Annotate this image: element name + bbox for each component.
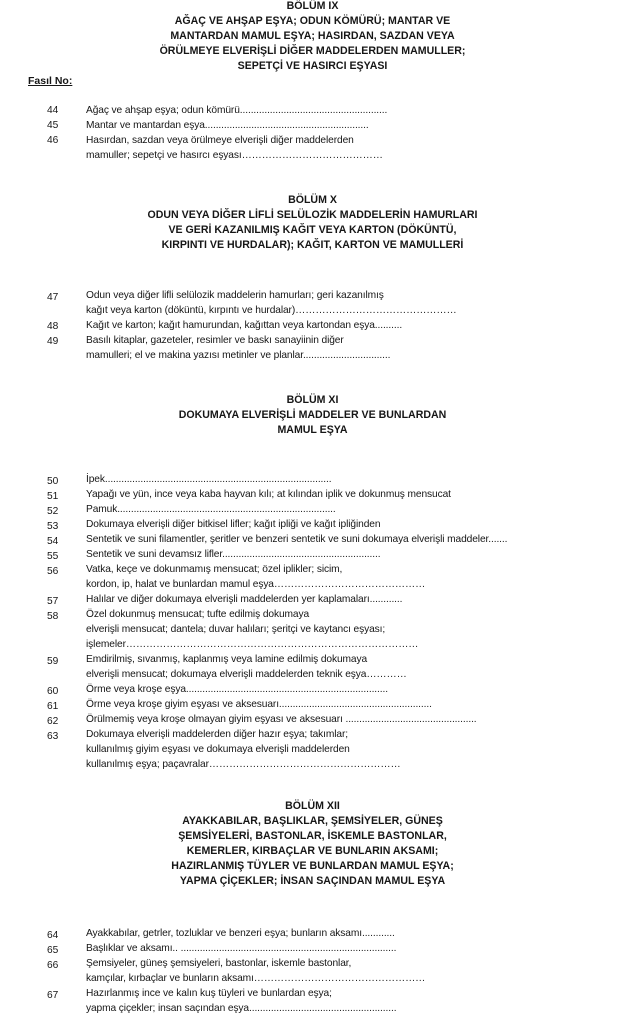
- section-heading-line: AĞAÇ VE AHŞAP EŞYA; ODUN KÖMÜRÜ; MANTAR VE: [174, 15, 451, 27]
- chapter-number: 50: [47, 476, 59, 487]
- section-heading-line: MAMUL EŞYA: [277, 424, 348, 436]
- chapter-title: Özel dokunmuş mensucat; tufte edilmiş dokumaya: [86, 609, 310, 620]
- chapter-title: Sentetik ve suni filamentler, şeritler ve benzeri sentetik ve suni dokumaya elverişli maddeler.......: [86, 534, 508, 545]
- chapter-title-cont: kağıt veya karton (döküntü, kırpıntı ve hurdalar)…………………………………………: [86, 305, 457, 316]
- chapter-number: 48: [47, 321, 59, 332]
- chapter-title-cont: kordon, ip, halat ve bunlardan mamul eşya………………………………………: [86, 579, 426, 590]
- chapter-title: Şemsiyeler, güneş şemsiyeleri, bastonlar, iskemle bastonlar,: [86, 958, 352, 969]
- chapter-title: Dokumaya elverişli maddelerden diğer hazır eşya; takımlar;: [86, 729, 349, 740]
- section-heading-line: HAZIRLANMIŞ TÜYLER VE BUNLARDAN MAMUL EŞYA;: [171, 860, 454, 872]
- chapter-title: Başlıklar ve aksamı.. ...............................................................................: [86, 943, 397, 954]
- chapter-number: 46: [47, 135, 59, 146]
- chapter-title-cont: mamuller; sepetçi ve hasırcı eşyası……………………………………: [86, 150, 383, 161]
- chapter-title: Hazırlanmış ince ve kalın kuş tüyleri ve bunlardan eşya;: [86, 988, 332, 999]
- chapter-number: 51: [47, 491, 59, 502]
- section-heading-line: ÖRÜLMEYE ELVERİŞLİ DİĞER MADDELERDEN MAMULLER;: [159, 45, 466, 57]
- chapter-title: Hasırdan, sazdan veya örülmeye elverişli diğer maddelerden: [86, 135, 354, 146]
- chapter-title: Yapağı ve yün, ince veya kaba hayvan kılı; at kılından iplik ve dokunmuş mensucat: [86, 489, 451, 500]
- chapter-title-cont: işlemeler……………………………………………………………………………: [86, 639, 419, 650]
- section-heading-line: DOKUMAYA ELVERİŞLİ MADDELER VE BUNLARDAN: [178, 409, 447, 421]
- section-title: BÖLÜM X: [288, 194, 337, 206]
- section-heading-line: VE GERİ KAZANILMIŞ KAĞIT VEYA KARTON (DÖKÜNTÜ,: [168, 224, 457, 236]
- section-heading-line: MANTARDAN MAMUL EŞYA; HASIRDAN, SAZDAN VEYA: [170, 30, 455, 42]
- chapter-title-cont: mamulleri; el ve makina yazısı metinler ve planlar................................: [86, 350, 391, 361]
- section-heading-line: ODUN VEYA DİĞER LİFLİ SELÜLOZİK MADDELERİN HAMURLARI: [147, 209, 478, 221]
- chapter-title: Kağıt ve karton; kağıt hamurundan, kağıttan veya kartondan eşya..........: [86, 320, 403, 331]
- section-title: BÖLÜM IX: [286, 0, 339, 12]
- chapter-number: 67: [47, 990, 59, 1001]
- chapter-number: 63: [47, 731, 59, 742]
- chapter-title-cont: kullanılmış giyim eşyası ve dokumaya elverişli maddelerden: [86, 744, 350, 755]
- section-heading-line: ŞEMSİYELERİ, BASTONLAR, İSKEMLE BASTONLAR,: [178, 830, 447, 842]
- section-heading-line: KEMERLER, KIRBAÇLAR VE BUNLARIN AKSAMI;: [186, 845, 439, 857]
- chapter-number: 62: [47, 716, 59, 727]
- chapter-title: İpek...................................................................................: [86, 474, 332, 485]
- fasil-no-label: Fasıl No:: [28, 75, 73, 87]
- chapter-number: 56: [47, 566, 59, 577]
- chapter-title: Dokumaya elverişli diğer bitkisel lifler; kağıt ipliği ve kağıt ipliğinden: [86, 519, 381, 530]
- section-title: BÖLÜM XII: [285, 800, 340, 812]
- chapter-number: 65: [47, 945, 59, 956]
- chapter-title: Odun veya diğer lifli selülozik maddelerin hamurları; geri kazanılmış: [86, 290, 384, 301]
- chapter-title: Sentetik ve suni devamsız lifler..........................................................: [86, 549, 381, 560]
- chapter-number: 59: [47, 656, 59, 667]
- chapter-number: 61: [47, 701, 59, 712]
- chapter-title: Örme veya kroşe giyim eşyası ve aksesuarı........................................................: [86, 699, 432, 710]
- section-heading-line: YAPMA ÇİÇEKLER; İNSAN SAÇINDAN MAMUL EŞYA: [179, 875, 446, 887]
- chapter-number: 45: [47, 120, 59, 131]
- chapter-number: 53: [47, 521, 59, 532]
- chapter-title: Emdirilmiş, sıvanmış, kaplanmış veya lamine edilmiş dokumaya: [86, 654, 368, 665]
- chapter-number: 57: [47, 596, 59, 607]
- chapter-number: 66: [47, 960, 59, 971]
- chapter-number: 60: [47, 686, 59, 697]
- chapter-number: 44: [47, 105, 59, 116]
- chapter-number: 47: [47, 292, 59, 303]
- chapter-title: Pamuk................................................................................: [86, 504, 336, 515]
- chapter-title-cont: kamçılar, kırbaçlar ve bunların aksamı……………………………………………: [86, 973, 426, 984]
- chapter-number: 58: [47, 611, 59, 622]
- chapter-title: Ayakkabılar, getrler, tozluklar ve benzeri eşya; bunların aksamı............: [86, 928, 395, 939]
- chapter-title: Basılı kitaplar, gazeteler, resimler ve baskı sanayiinin diğer: [86, 335, 344, 346]
- chapter-title-cont: kullanılmış eşya; paçavralar…………………………………………………: [86, 759, 401, 770]
- chapter-number: 55: [47, 551, 59, 562]
- chapter-title: Örme veya kroşe eşya..........................................................................: [86, 684, 388, 695]
- chapter-number: 64: [47, 930, 59, 941]
- chapter-number: 49: [47, 336, 59, 347]
- chapter-title-cont: yapma çiçekler; insan saçından eşya......................................................: [86, 1003, 397, 1014]
- chapter-title-cont: elverişli mensucat; dantela; duvar halıları; şeritçi ve kaytancı eşyası;: [86, 624, 386, 635]
- section-title: BÖLÜM XI: [286, 394, 339, 406]
- chapter-number: 52: [47, 506, 59, 517]
- chapter-title: Örülmemiş veya kroşe olmayan giyim eşyası ve aksesuarı ................................................: [86, 714, 477, 725]
- chapter-title: Halılar ve diğer dokumaya elverişli maddelerden yer kaplamaları............: [86, 594, 403, 605]
- section-heading-line: KIRPINTI VE HURDALAR); KAĞIT, KARTON VE MAMULLERİ: [161, 239, 464, 251]
- chapter-number: 54: [47, 536, 59, 547]
- chapter-title: Mantar ve mantardan eşya............................................................: [86, 120, 369, 131]
- section-heading-line: SEPETÇİ VE HASIRCI EŞYASI: [237, 60, 388, 72]
- chapter-title: Vatka, keçe ve dokunmamış mensucat; özel iplikler; sicim,: [86, 564, 343, 575]
- chapter-title-cont: elverişli mensucat; dokumaya elverişli maddelerden teknik eşya…………: [86, 669, 407, 680]
- section-heading-line: AYAKKABILAR, BAŞLIKLAR, ŞEMSİYELER, GÜNEŞ: [182, 815, 443, 827]
- chapter-title: Ağaç ve ahşap eşya; odun kömürü......................................................: [86, 105, 388, 116]
